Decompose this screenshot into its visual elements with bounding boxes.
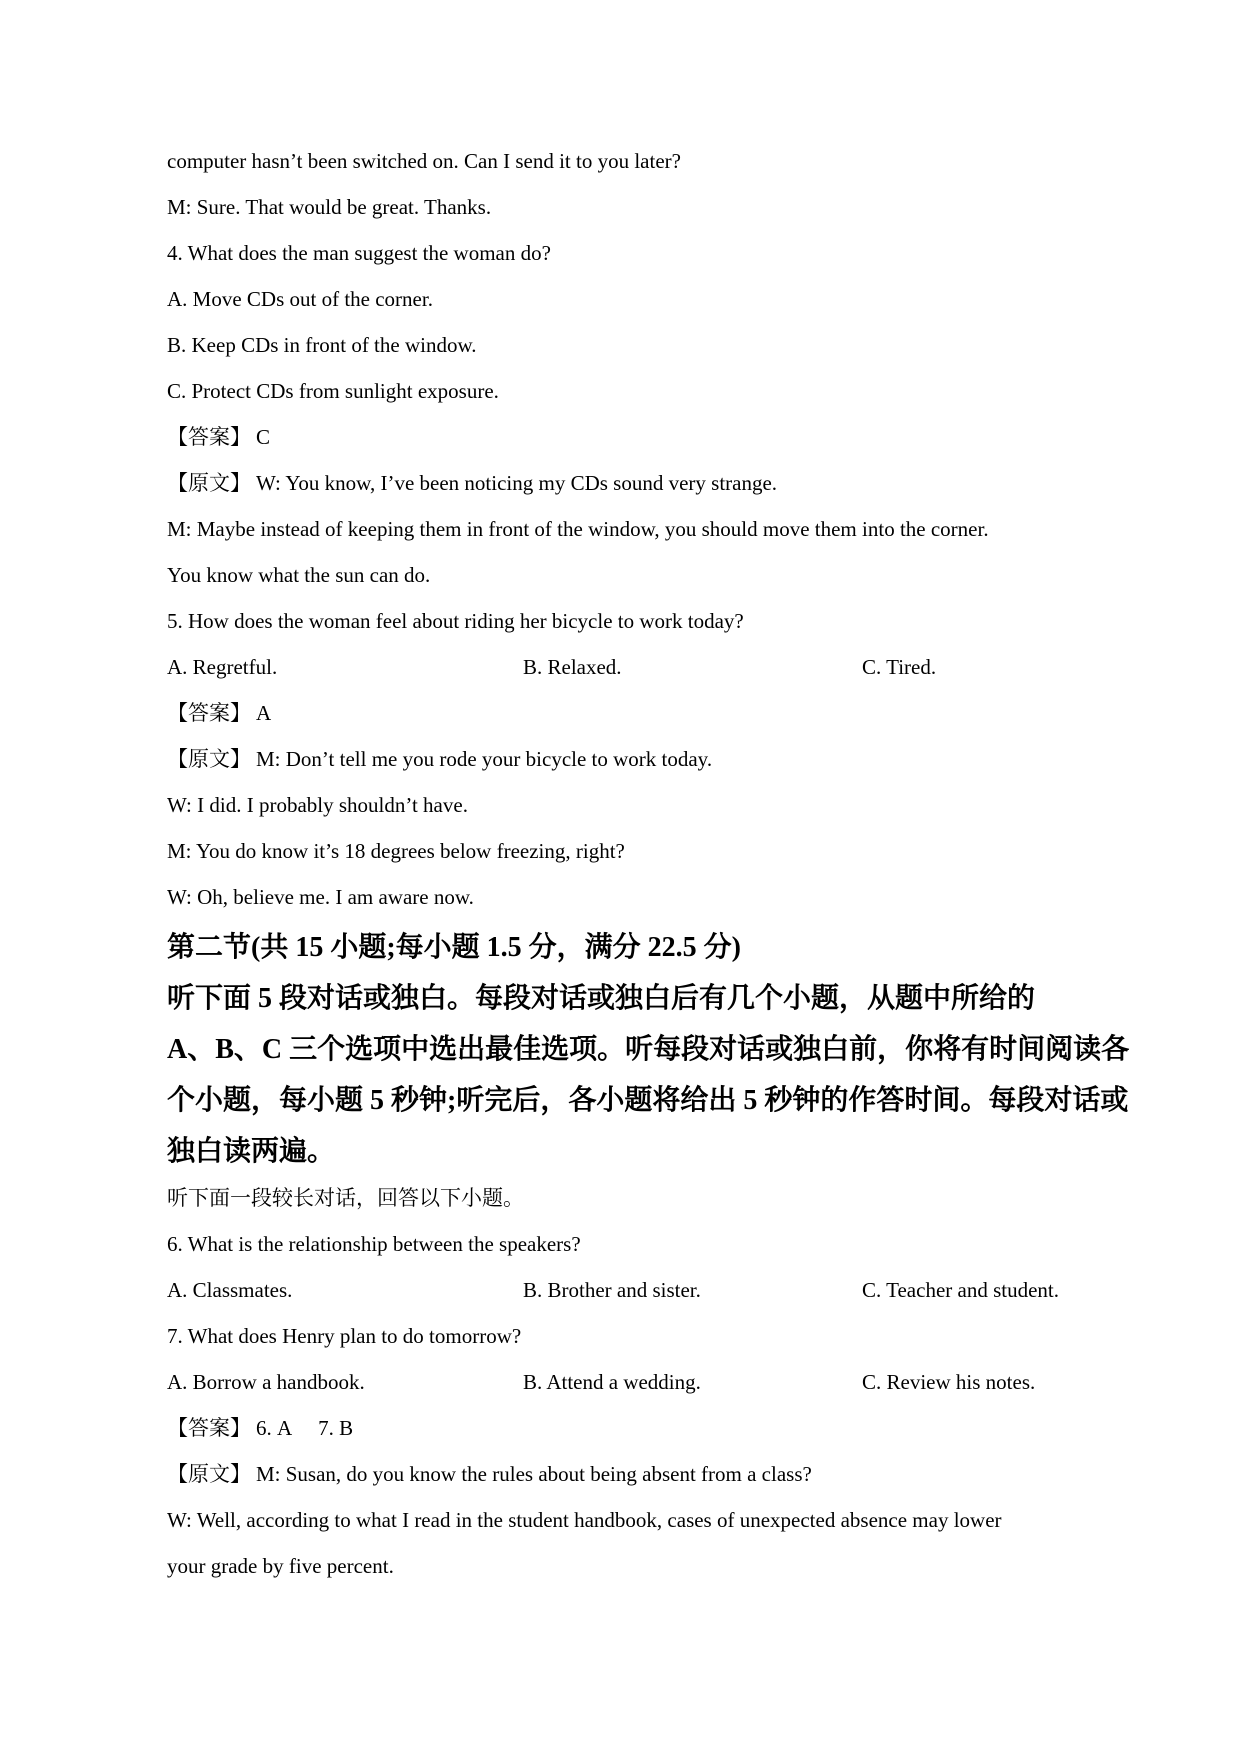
- section2-paragraph-line-2: A、B、C 三个选项中选出最佳选项。听每段对话或独白前，你将有时间阅读各: [167, 1034, 1130, 1065]
- q7-question: 7. What does Henry plan to do tomorrow?: [167, 1324, 522, 1348]
- q7-options-row: [167, 1371, 1080, 1394]
- q7-answer-value: 7. B: [318, 1416, 354, 1440]
- q7-option-c: C. Review his notes.: [862, 1370, 1036, 1394]
- q4-option-b: B. Keep CDs in front of the window.: [167, 333, 477, 357]
- q4-source-line-1: [167, 472, 1080, 495]
- q6-question: 6. What is the relationship between the speakers?: [167, 1232, 581, 1256]
- section2-paragraph-line-3: 个小题，每小题 5 秒钟;听完后，各小题将给出 5 秒钟的作答时间。每段对话或: [167, 1085, 1129, 1116]
- q6-7-answer-line: [167, 1417, 1080, 1440]
- q7-option-a: A. Borrow a handbook.: [167, 1370, 365, 1394]
- q3-transcript-carryover-line: computer hasn’t been switched on. Can I send it to you later?: [167, 149, 681, 173]
- answer-label: 【答案】: [167, 1416, 251, 1440]
- q3-transcript-reply-line: M: Sure. That would be great. Thanks.: [167, 195, 492, 219]
- q6-7-source-line-1: [167, 1463, 1080, 1486]
- q5-source-line-4: W: Oh, believe me. I am aware now.: [167, 885, 474, 909]
- q5-source-text-1: M: Don’t tell me you rode your bicycle to work today.: [256, 747, 713, 771]
- q4-answer-value: C: [256, 425, 271, 449]
- q6-option-a: A. Classmates.: [167, 1278, 293, 1302]
- q5-source-line-1: [167, 748, 1080, 771]
- q5-answer-value: A: [256, 701, 272, 725]
- q6-answer-value: 6. A: [256, 1416, 293, 1440]
- q6-option-b: B. Brother and sister.: [523, 1278, 701, 1302]
- q6-options-row: [167, 1279, 1080, 1302]
- q4-answer-line: [167, 426, 1080, 449]
- q7-option-b: B. Attend a wedding.: [523, 1370, 701, 1394]
- q4-question: 4. What does the man suggest the woman do?: [167, 241, 551, 265]
- q5-source-line-2: W: I did. I probably shouldn’t have.: [167, 793, 468, 817]
- q5-options-row: [167, 656, 1080, 679]
- section2-paragraph-line-4: 独白读两遍。: [167, 1136, 336, 1167]
- q5-question: 5. How does the woman feel about riding her bicycle to work today?: [167, 609, 744, 633]
- q4-option-a: A. Move CDs out of the corner.: [167, 287, 433, 311]
- section2-instruction: 听下面一段较长对话，回答以下小题。: [167, 1186, 524, 1210]
- q4-source-line-3: You know what the sun can do.: [167, 563, 431, 587]
- source-label: 【原文】: [167, 471, 251, 495]
- section2-paragraph-line-1: 听下面 5 段对话或独白。每段对话或独白后有几个小题，从题中所给的: [167, 983, 1036, 1014]
- q6-7-source-line-2: W: Well, according to what I read in the student handbook, cases of unexpected absence may lower: [167, 1508, 1002, 1532]
- q5-source-line-3: M: You do know it’s 18 degrees below freezing, right?: [167, 839, 625, 863]
- source-label: 【原文】: [167, 747, 251, 771]
- answer-label: 【答案】: [167, 701, 251, 725]
- q6-option-c: C. Teacher and student.: [862, 1278, 1059, 1302]
- q4-source-text-1: W: You know, I’ve been noticing my CDs sound very strange.: [256, 471, 778, 495]
- q5-option-b: B. Relaxed.: [523, 655, 622, 679]
- section2-heading: 第二节(共 15 小题;每小题 1.5 分，满分 22.5 分): [167, 932, 741, 963]
- source-label: 【原文】: [167, 1462, 251, 1486]
- answer-label: 【答案】: [167, 425, 251, 449]
- q5-option-c: C. Tired.: [862, 655, 937, 679]
- q4-source-line-2: M: Maybe instead of keeping them in front of the window, you should move them into the corner.: [167, 517, 989, 541]
- q6-7-source-text-1: M: Susan, do you know the rules about being absent from a class?: [256, 1462, 812, 1486]
- q5-answer-line: [167, 702, 1080, 725]
- q5-option-a: A. Regretful.: [167, 655, 278, 679]
- q6-7-source-line-3: your grade by five percent.: [167, 1554, 394, 1578]
- q4-option-c: C. Protect CDs from sunlight exposure.: [167, 379, 499, 403]
